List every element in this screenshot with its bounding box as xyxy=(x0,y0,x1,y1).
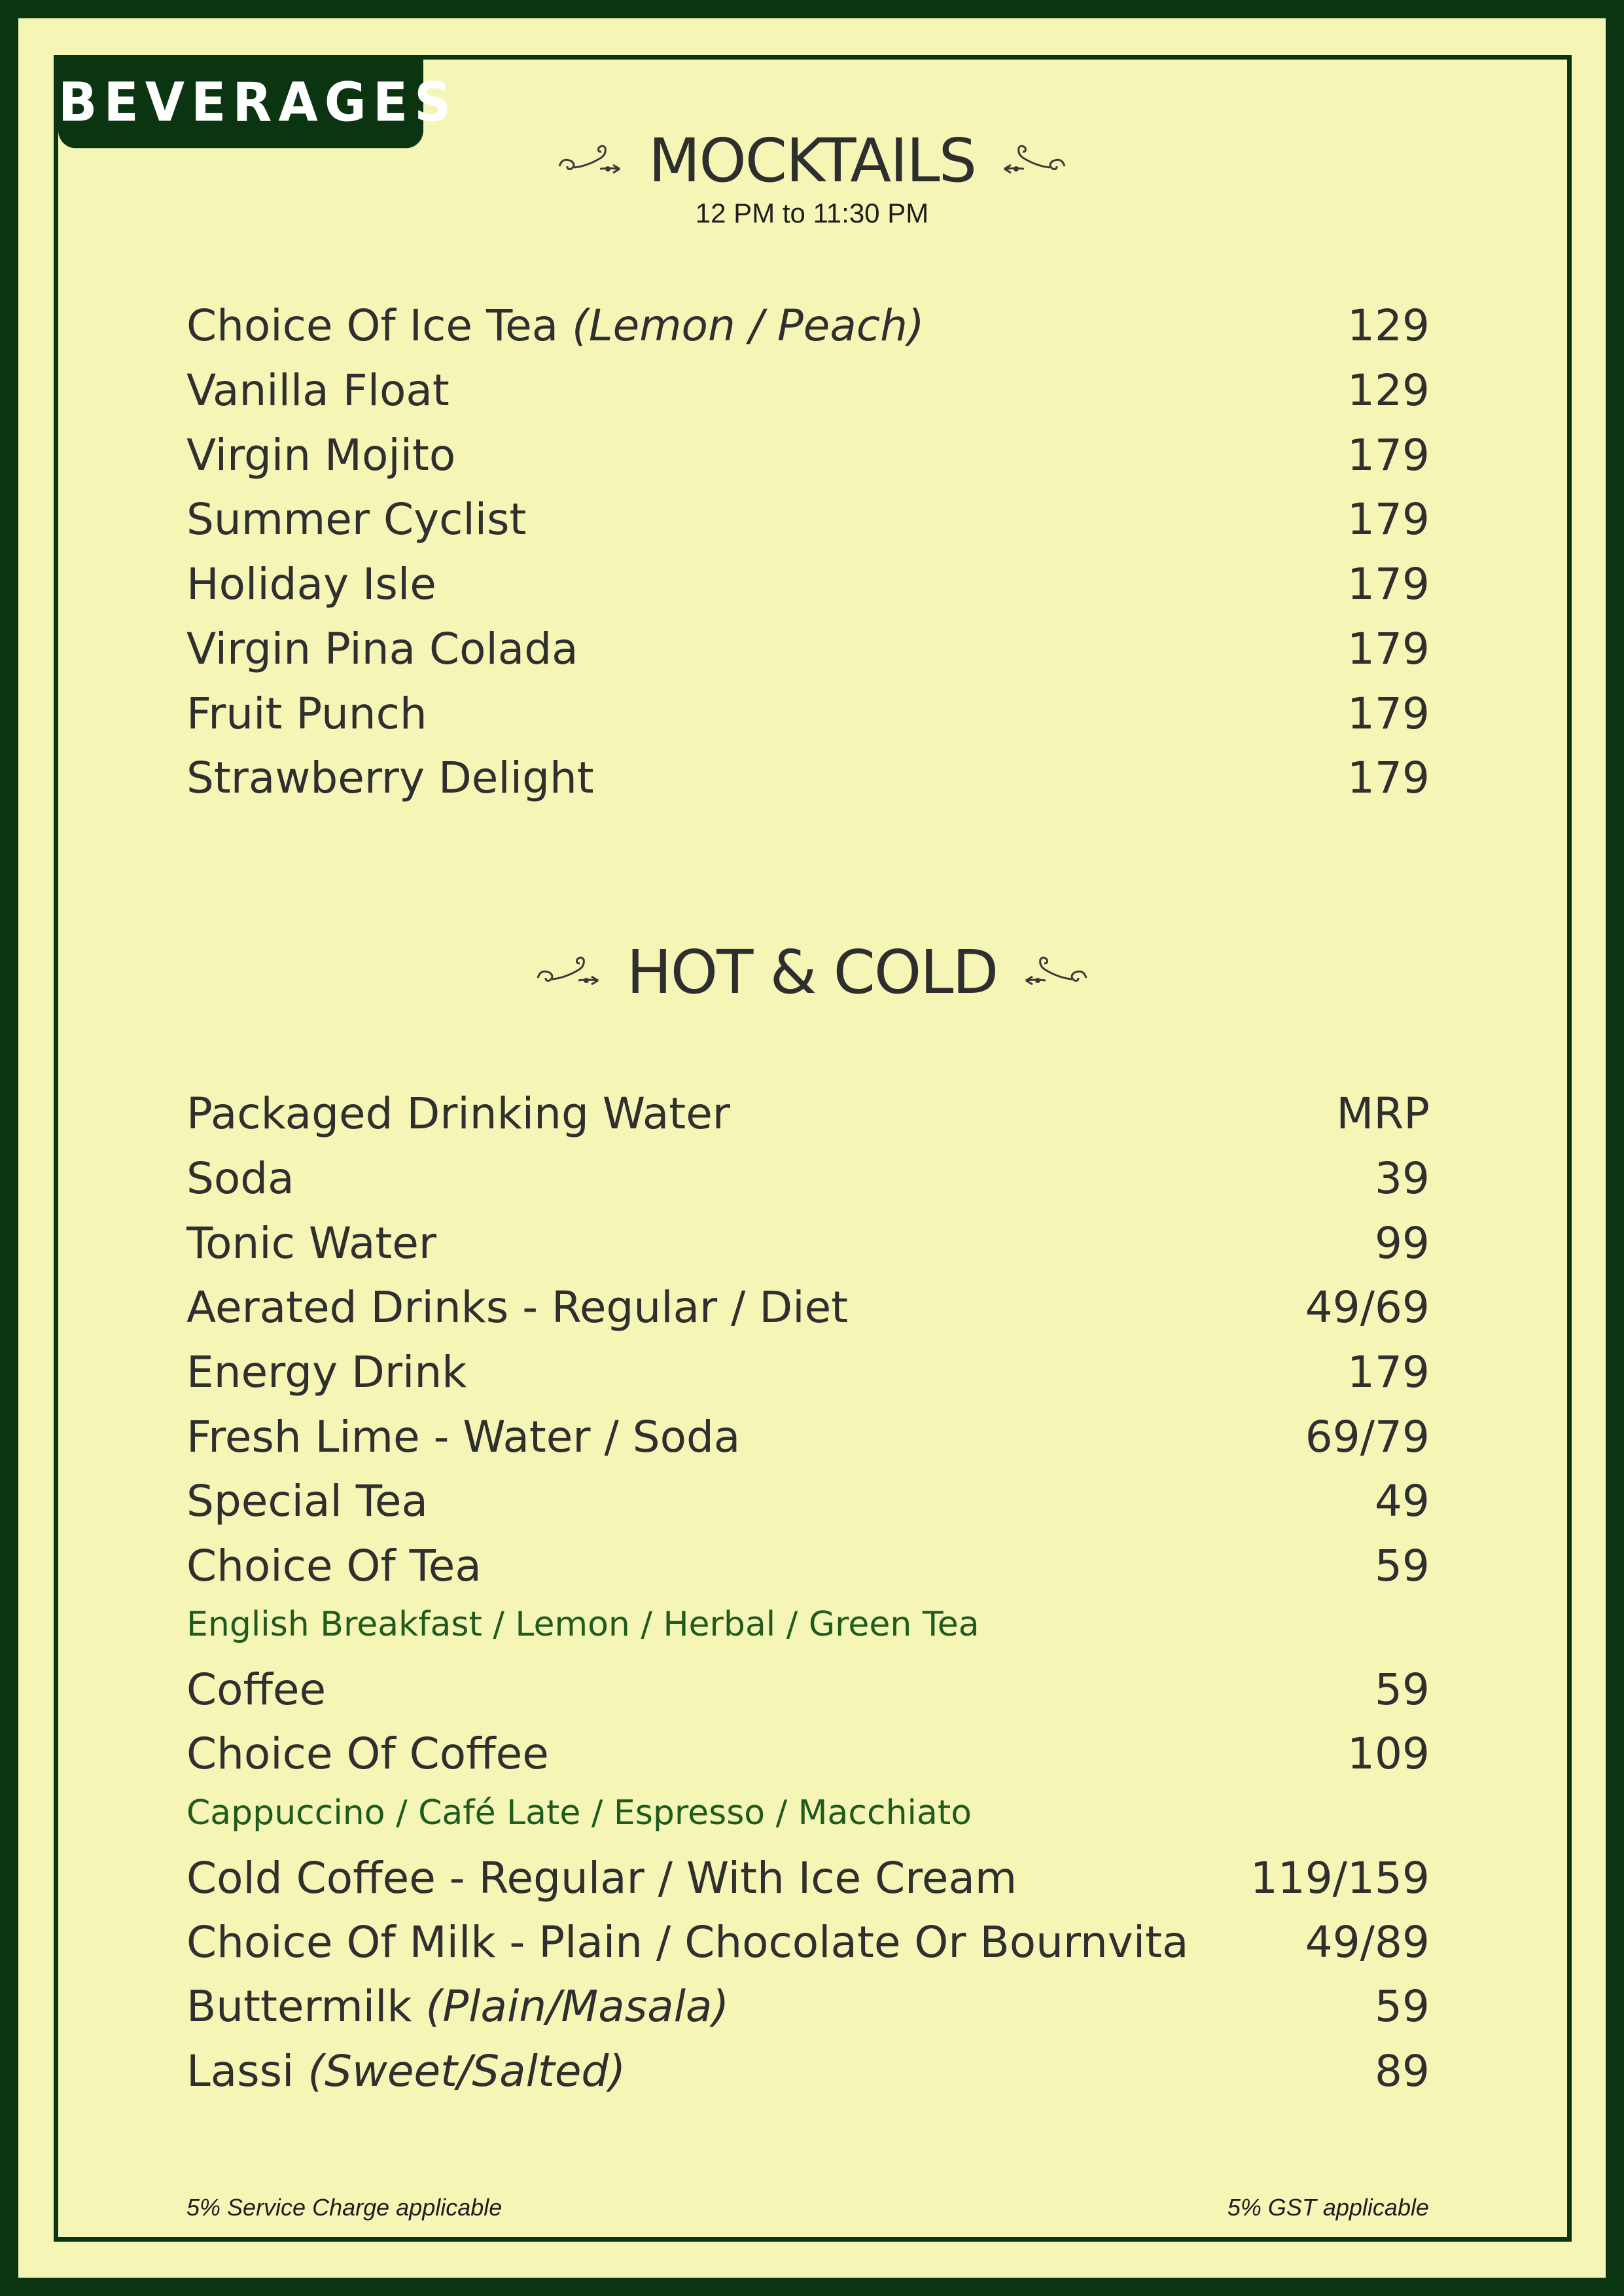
item-price: MRP xyxy=(1336,1088,1430,1139)
item-price: 59 xyxy=(1375,1664,1430,1715)
item-name: Virgin Mojito xyxy=(186,429,456,480)
item-price: 119/159 xyxy=(1250,1852,1430,1903)
item-name: Tonic Water xyxy=(186,1217,437,1268)
menu-item xyxy=(186,1471,1430,1530)
menu-item xyxy=(186,1660,1430,1719)
item-name: Energy Drink xyxy=(186,1346,467,1397)
menu-item xyxy=(186,748,1430,807)
item-name: Vanilla Float xyxy=(186,365,450,416)
item-name: Choice Of Ice Tea xyxy=(186,300,559,351)
item-price: 179 xyxy=(1347,623,1430,674)
flourish-right-icon xyxy=(998,141,1070,181)
item-price: 179 xyxy=(1347,493,1430,545)
flourish-left-icon xyxy=(533,953,605,992)
item-price: 69/79 xyxy=(1305,1411,1430,1462)
item-price: 109 xyxy=(1347,1728,1430,1779)
item-name: Fruit Punch xyxy=(186,688,427,739)
flourish-left-icon xyxy=(554,141,626,181)
menu-item xyxy=(186,1724,1430,1783)
item-name: Fresh Lime - Water / Soda xyxy=(186,1411,741,1462)
item-name: Choice Of Tea xyxy=(186,1540,482,1591)
item-price: 49/89 xyxy=(1305,1916,1430,1967)
item-price: 179 xyxy=(1347,429,1430,480)
item-price: 59 xyxy=(1375,1981,1430,2032)
menu-item xyxy=(186,1084,1430,1143)
tea-options: English Breakfast / Lemon / Herbal / Green Tea xyxy=(186,1605,980,1644)
menu-item xyxy=(186,554,1430,613)
item-price: 49 xyxy=(1375,1475,1430,1526)
item-price: 179 xyxy=(1347,688,1430,739)
item-name: Soda xyxy=(186,1153,294,1204)
menu-item xyxy=(186,1407,1430,1466)
gst-note: 5% GST applicable xyxy=(1227,2194,1429,2221)
item-name: Special Tea xyxy=(186,1475,428,1526)
item-price: 179 xyxy=(1347,558,1430,609)
item-name: Choice Of Coffee xyxy=(186,1728,549,1779)
item-name: Strawberry Delight xyxy=(186,752,594,803)
menu-item xyxy=(186,1536,1430,1595)
item-price: 179 xyxy=(1347,1346,1430,1397)
item-price: 49/69 xyxy=(1305,1282,1430,1333)
service-charge-note: 5% Service Charge applicable xyxy=(186,2194,503,2221)
flourish-right-icon xyxy=(1019,953,1091,992)
item-name: Aerated Drinks - Regular / Diet xyxy=(186,1282,849,1333)
item-name: Coffee xyxy=(186,1664,327,1715)
item-price: 39 xyxy=(1375,1153,1430,1204)
mocktails-title: MOCKTAILS xyxy=(648,126,976,196)
item-name: Summer Cyclist xyxy=(186,493,527,545)
mocktails-heading xyxy=(0,126,1624,196)
item-note: (Plain/Masala) xyxy=(425,1981,730,2032)
item-name: Holiday Isle xyxy=(186,558,436,609)
menu-item xyxy=(186,684,1430,743)
item-price: 179 xyxy=(1347,752,1430,803)
menu-item xyxy=(186,1149,1430,1208)
item-name: Buttermilk xyxy=(186,1981,412,2032)
item-price: 129 xyxy=(1347,300,1430,351)
menu-item xyxy=(186,490,1430,548)
item-note: (Lemon / Peach) xyxy=(572,300,925,351)
menu-item xyxy=(186,425,1430,484)
menu-item xyxy=(186,1912,1430,1971)
hot-cold-title: HOT & COLD xyxy=(626,937,998,1007)
item-name: Cold Coffee - Regular / With Ice Cream xyxy=(186,1852,1017,1903)
item-price: 99 xyxy=(1375,1217,1430,1268)
item-name: Packaged Drinking Water xyxy=(186,1088,730,1139)
item-name: Choice Of Milk - Plain / Chocolate Or Bournvita xyxy=(186,1916,1189,1967)
item-price: 129 xyxy=(1347,365,1430,416)
menu-item xyxy=(186,1342,1430,1401)
item-name: Lassi xyxy=(186,2045,294,2096)
coffee-options: Cappuccino / Café Late / Espresso / Macchiato xyxy=(186,1793,972,1833)
item-note: (Sweet/Salted) xyxy=(308,2045,626,2096)
menu-item xyxy=(186,296,1430,355)
item-name: Virgin Pina Colada xyxy=(186,623,578,674)
menu-item xyxy=(186,1278,1430,1336)
menu-item xyxy=(186,1848,1430,1907)
menu-item xyxy=(186,2041,1430,2100)
menu-item xyxy=(186,361,1430,420)
menu-item xyxy=(186,619,1430,678)
hot-cold-heading xyxy=(0,937,1624,1007)
menu-item xyxy=(186,1977,1430,2036)
mocktails-hours: 12 PM to 11:30 PM xyxy=(695,198,929,228)
item-price: 89 xyxy=(1375,2045,1430,2096)
menu-item xyxy=(186,1213,1430,1272)
beverages-tab: BEVERAGES xyxy=(58,58,423,149)
item-price: 59 xyxy=(1375,1540,1430,1591)
